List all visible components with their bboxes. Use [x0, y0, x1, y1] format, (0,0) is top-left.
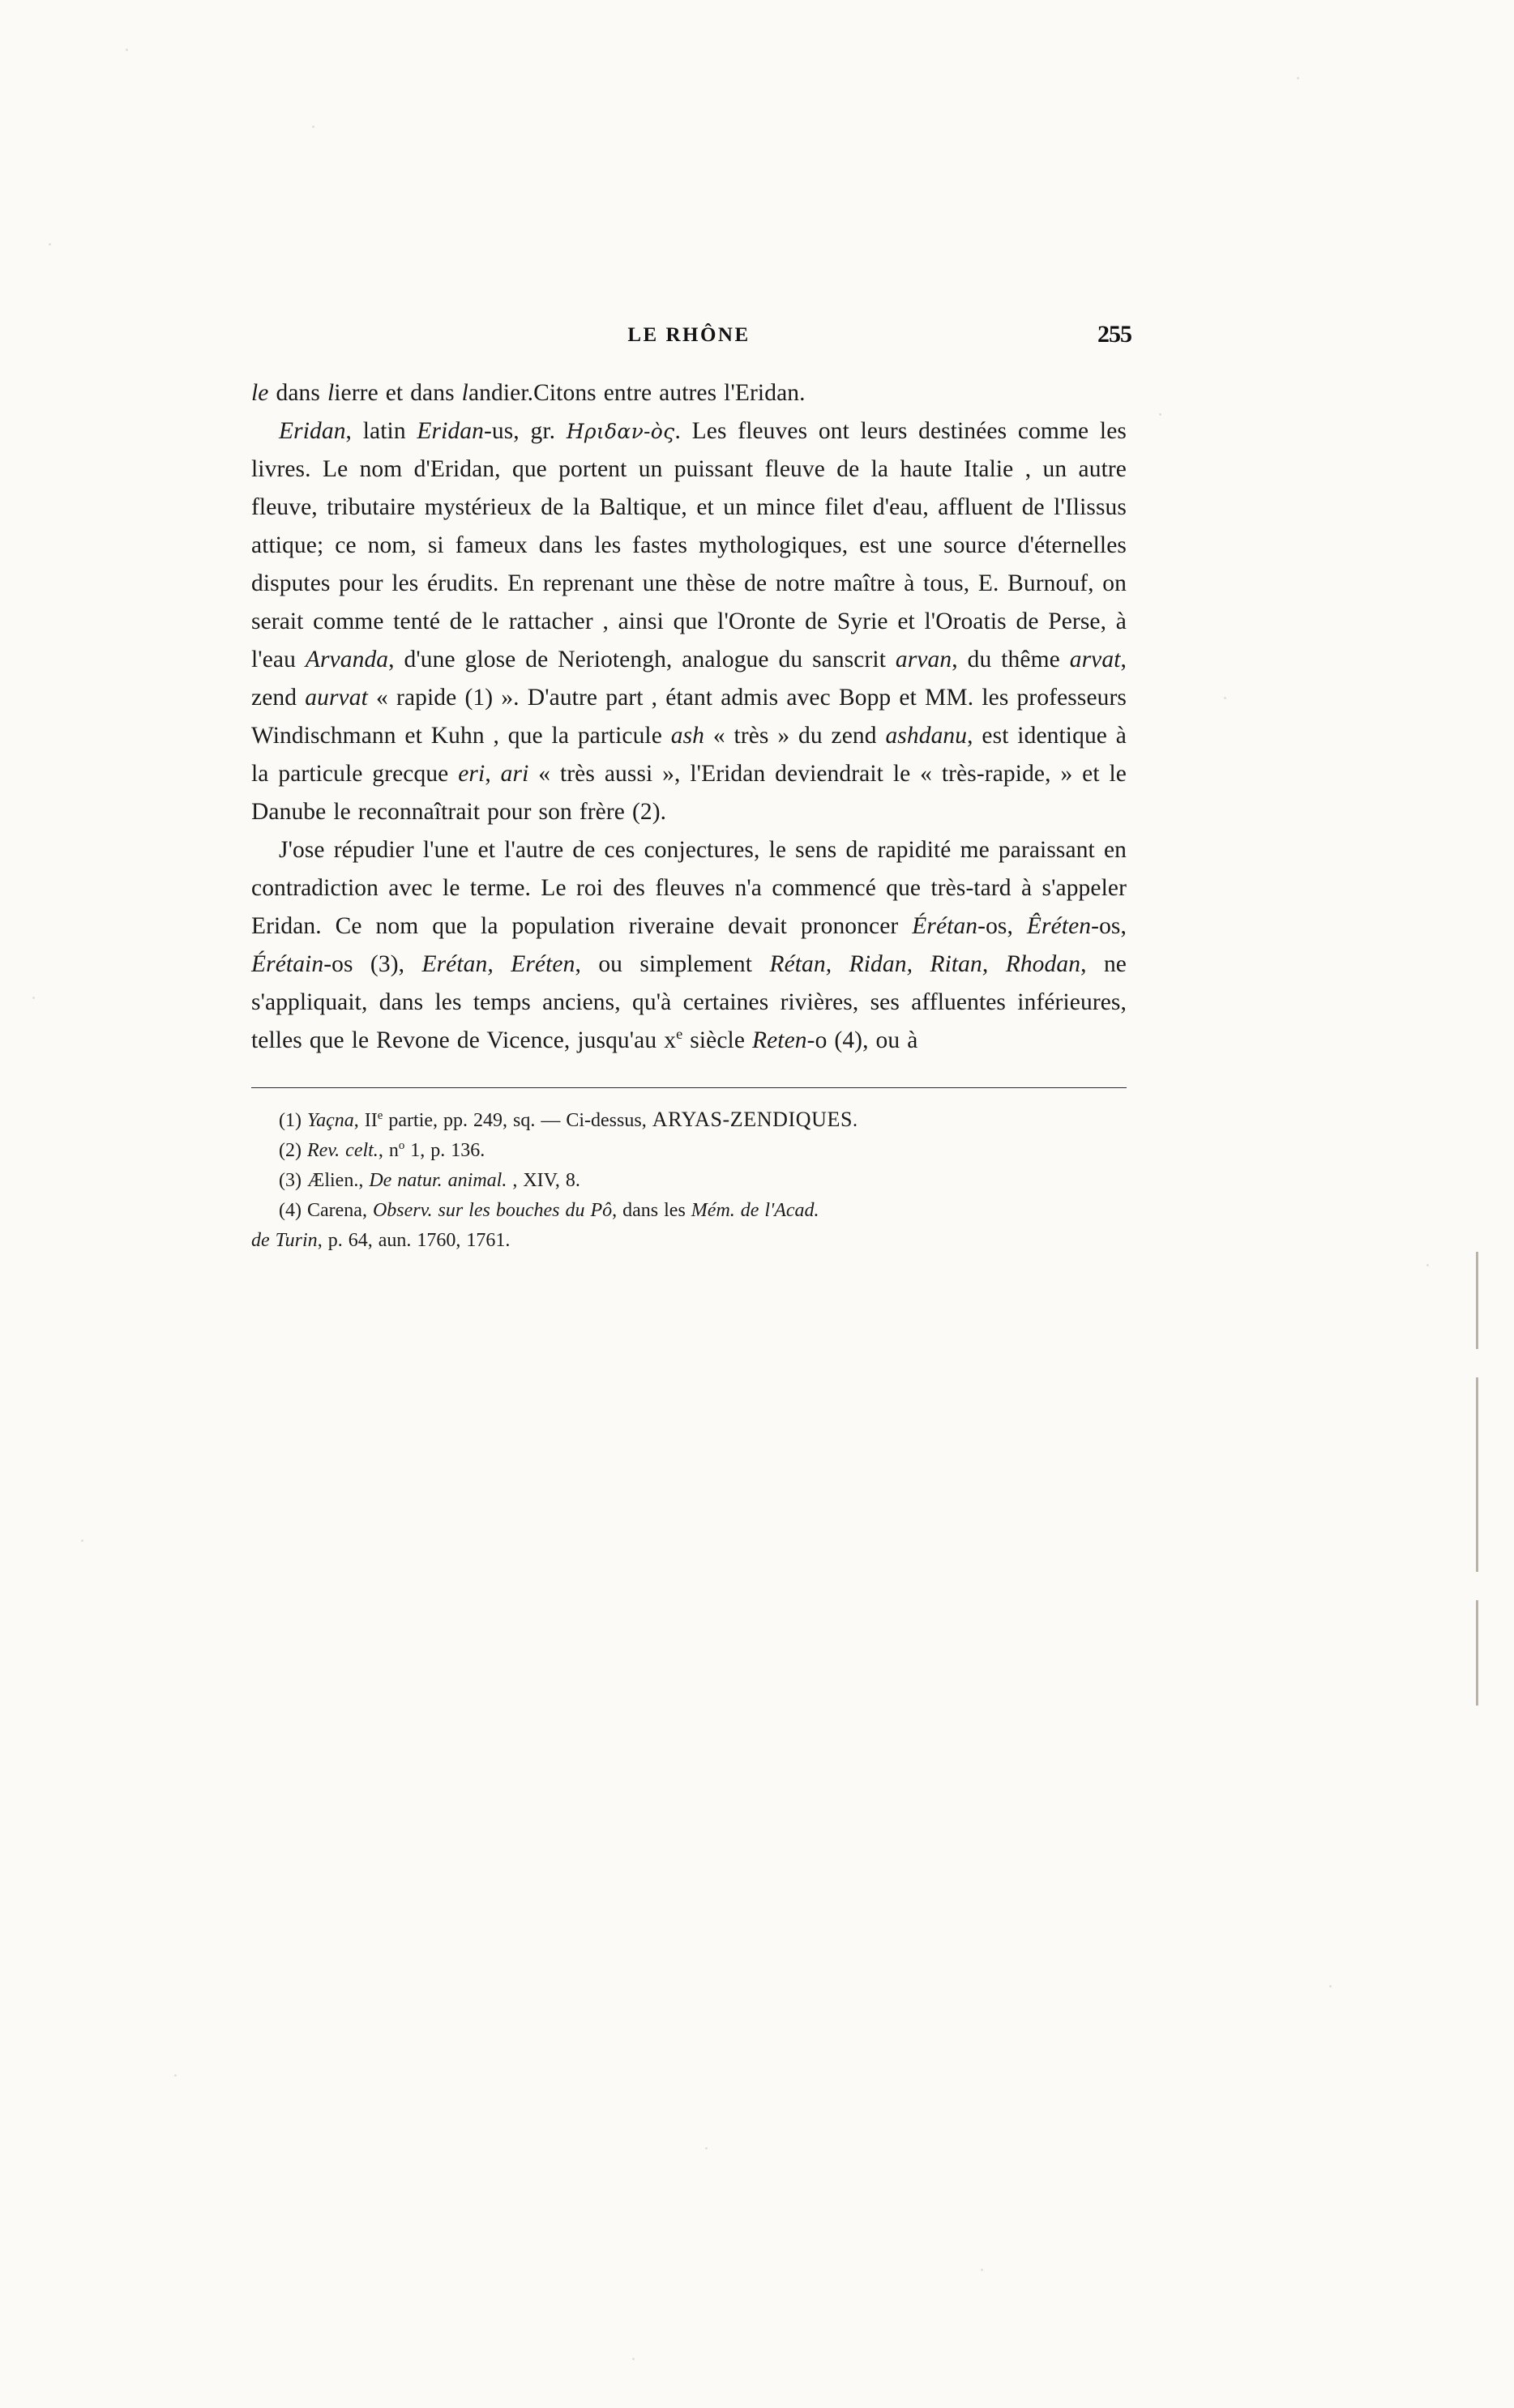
text-run: Erétan, Eréten [421, 951, 575, 977]
text-run: Reten [751, 1027, 807, 1053]
page-content [251, 321, 1131, 1256]
text-run: (3) Ælien., [279, 1170, 370, 1191]
body-paragraph [251, 412, 1127, 831]
text-run: . Les fleuves ont leurs destinées comme les livres. Le nom d'Eridan, que portent un puissant fleuve de la haute Italie , un autre fleuve, tributaire mystérieux de la Baltique, et un mince filet d'eau, affluent de l'Ilissus attique; ce nom, si fameux dans les fastes mythologiques, est une source d'éternelles disputes pour les érudits. En reprenant une thèse de notre maître à tous, E. Burnouf, on serait comme tenté de le rattacher , ainsi que l'Oronte de Syrie et l'Oroatis de Perse, à l'eau [251, 418, 1127, 672]
text-run: ierre et dans [334, 380, 462, 406]
text-run: , d'une glose de Neriotengh, analogue du sanscrit [388, 647, 896, 672]
text-run: ARYAS-ZENDIQUES [652, 1108, 853, 1131]
text-run: Êréten [1026, 913, 1092, 939]
footnote-line [251, 1166, 1127, 1196]
text-run: Mém. de l'Acad. [691, 1200, 819, 1221]
text-run: Eridan [417, 418, 484, 444]
text-run: , est identique à la particule grecque [251, 723, 1127, 787]
text-run: . — Ci-dessus, [530, 1110, 652, 1131]
text-run: J'ose répudier l'une et l'autre de ces conjectures, le sens de rapidité me paraissant en contradiction avec le terme. Le roi des fleuves n'a commencé que très-tard à s'appeler Eridan. Ce nom que la population riveraine devait prononcer [251, 837, 1127, 939]
text-run: 1, p. 136. [404, 1140, 485, 1161]
footnote-separator-rule [251, 1087, 1127, 1088]
paper-speckle [1159, 413, 1161, 416]
text-run: ari [500, 761, 529, 787]
text-run: Eridan [279, 418, 346, 444]
text-run: l [461, 380, 468, 406]
text-run: dans [268, 380, 327, 406]
text-run: , latin [345, 418, 417, 444]
text-run: -os, [1091, 913, 1127, 939]
page-edge-mark [1476, 1252, 1478, 1349]
footnotes-block [251, 1104, 1127, 1256]
paper-speckle [174, 2074, 177, 2077]
text-run: -us, gr. [483, 418, 567, 444]
text-run: , [485, 761, 501, 787]
paper-speckle [126, 49, 128, 51]
footnote-line [251, 1104, 1127, 1136]
text-run: , II [353, 1110, 378, 1131]
text-run: -os (3), [323, 951, 422, 977]
text-run: (1) [279, 1110, 307, 1131]
paper-speckle [1426, 1264, 1429, 1266]
running-head [251, 321, 1131, 357]
paper-speckle [81, 1539, 83, 1542]
text-run: Ηριδαν-ὸς [566, 420, 675, 443]
text-run: , ne s'appliquait, dans les temps anciens, qu'à certaines rivières, ses affluentes inférieures, telles que le Revone de Vicence, jusqu'au x [251, 951, 1127, 1053]
text-run: Arvanda [305, 647, 389, 672]
footnote-line [251, 1136, 1127, 1166]
footnote-line [251, 1226, 1127, 1256]
text-run: Érétain [251, 951, 324, 977]
text-run: aurvat [305, 685, 368, 711]
text-run: de Turin [251, 1230, 318, 1251]
text-run: « rapide (1) ». D'autre part , étant admis avec Bopp et MM. les professeurs Windischmann et Kuhn , que la particule [251, 685, 1127, 749]
text-run: (2) [279, 1140, 307, 1161]
text-run: Érétan [912, 913, 978, 939]
text-run: e [676, 1026, 683, 1043]
text-run: ashdanu [885, 723, 968, 749]
text-run: le [251, 380, 269, 406]
text-run: eri [458, 761, 485, 787]
text-run: o [398, 1139, 405, 1152]
page-edge-mark [1476, 1377, 1478, 1572]
text-run: , dans les [612, 1200, 691, 1221]
text-run: , du thême [952, 647, 1070, 672]
text-run: Rev. celt. [306, 1140, 378, 1161]
text-run: -os, [977, 913, 1027, 939]
text-run: De natur. animal. [369, 1170, 507, 1191]
text-run: andier.Citons entre autres l'Eridan. [468, 380, 806, 406]
body-text [251, 374, 1127, 1060]
text-run: -o (4), ou à [806, 1027, 918, 1053]
text-run: (4) Carena, [279, 1200, 373, 1221]
text-run: arvat [1069, 647, 1121, 672]
text-run: , p. 64, aun. 1760, 1761. [317, 1230, 511, 1251]
body-paragraph [251, 831, 1127, 1060]
text-run: . [853, 1110, 858, 1131]
paper-speckle [32, 997, 35, 999]
paper-speckle [981, 2269, 983, 2271]
text-run: « très » du zend [704, 723, 886, 749]
running-head-title: LE RHÔNE [627, 324, 751, 346]
text-run: , ou simplement [575, 951, 770, 977]
paper-speckle [632, 2358, 635, 2360]
text-run: Yaçna [306, 1110, 354, 1131]
paper-speckle [1329, 1985, 1332, 1987]
paper-speckle [49, 243, 51, 245]
text-run: partie, pp. 249, sq [383, 1110, 531, 1131]
paper-speckle [312, 126, 314, 128]
text-run: Observ. sur les bouches du Pô [372, 1200, 613, 1221]
text-run: ash [670, 723, 705, 749]
text-run: , XIV, 8. [507, 1170, 580, 1191]
page-edge-mark [1476, 1600, 1478, 1706]
body-paragraph [251, 374, 1127, 412]
paper-speckle [1224, 697, 1226, 699]
text-run: , zend [251, 647, 1127, 711]
page-number: 255 [1097, 321, 1131, 348]
footnote-line [251, 1196, 1127, 1226]
text-run: e [377, 1109, 383, 1122]
text-run: « très aussi », l'Eridan deviendrait le « très-rapide, » et le Danube le reconnaîtrait pour son frère (2). [251, 761, 1127, 825]
text-run: arvan [895, 647, 952, 672]
text-run: l [327, 380, 335, 406]
paper-speckle [1297, 77, 1299, 79]
paper-speckle [705, 2147, 708, 2150]
text-run: Rétan, Ridan, Ritan, Rhodan [769, 951, 1081, 977]
text-run: siècle [682, 1027, 752, 1053]
text-run: , n [378, 1140, 399, 1161]
